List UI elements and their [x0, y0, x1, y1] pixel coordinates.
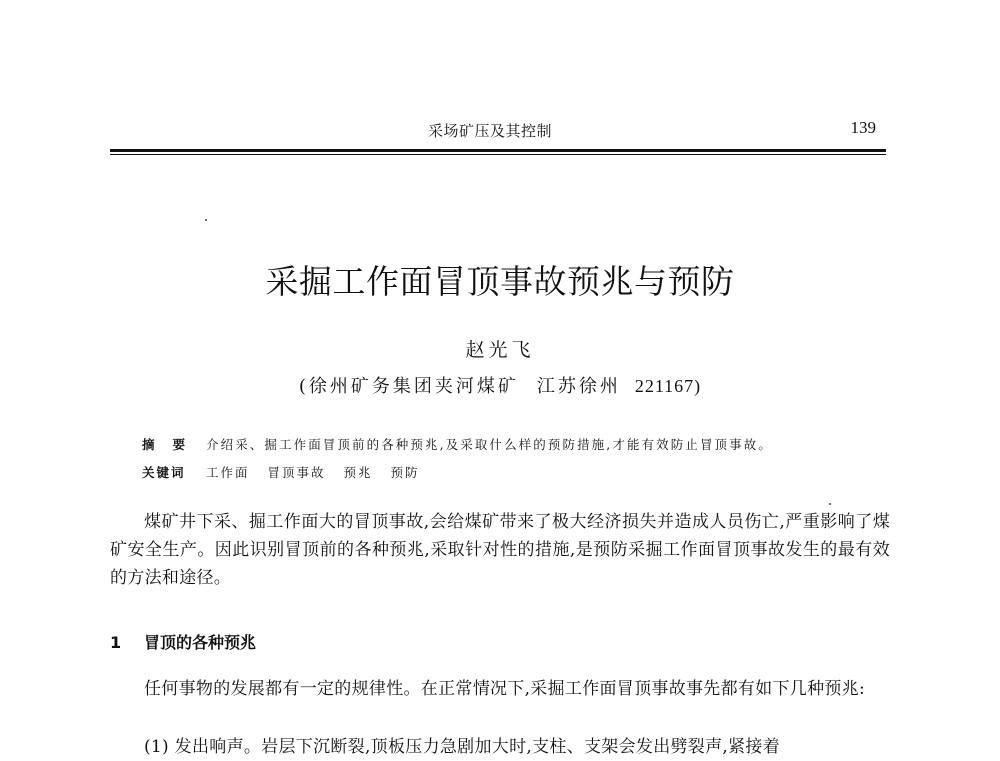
running-header-title: 采场矿压及其控制	[428, 122, 553, 140]
page-number: 139	[850, 118, 876, 137]
header-rule-thin	[110, 154, 886, 155]
affiliation	[0, 372, 1000, 398]
section-paragraph: 任何事物的发展都有一定的规律性。在正常情况下,采掘工作面冒顶事故事先都有如下几种预兆:	[144, 679, 866, 699]
header-rule-thick	[110, 149, 886, 152]
paper-title: 采掘工作面冒顶事故预兆与预防	[265, 262, 735, 301]
intro-paragraph: 煤矿井下采、掘工作面大的冒顶事故,会给煤矿带来了极大经济损失并造成人员伤亡,严重影响了煤矿安全生产。因此识别冒顶前的各种预兆,采取针对性的措施,是预防采掘工作面冒顶事故发生的最有效的方法和途径。	[110, 512, 890, 588]
abstract	[142, 435, 773, 453]
keyword: 预兆	[343, 465, 373, 480]
keyword: 冒顶事故	[267, 465, 326, 480]
section-heading	[110, 630, 256, 653]
list-item: (1) 发出响声。岩层下沉断裂,顶板压力急剧加大时,支柱、支架会发出劈裂声,紧接着	[144, 737, 780, 757]
section-title: 冒顶的各种预兆	[144, 633, 257, 652]
abstract-label: 摘要	[142, 437, 204, 452]
section-number: 1	[110, 633, 122, 652]
affiliation-institution: (徐州矿务集团夹河煤矿	[298, 376, 519, 397]
keywords-label: 关键词	[142, 465, 186, 480]
affiliation-postcode: 221167)	[634, 376, 702, 396]
keyword: 工作面	[206, 465, 250, 480]
author-name: 赵光飞	[465, 339, 535, 361]
affiliation-location: 江苏徐州	[536, 376, 621, 397]
keyword: 预防	[390, 465, 420, 480]
keywords	[142, 463, 438, 481]
abstract-text: 介绍采、掘工作面冒顶前的各种预兆,及采取什么样的预防措施,才能有效防止冒顶事故。	[206, 437, 773, 452]
scan-speck	[829, 503, 831, 505]
running-header	[110, 118, 886, 148]
scan-speck	[205, 219, 207, 221]
